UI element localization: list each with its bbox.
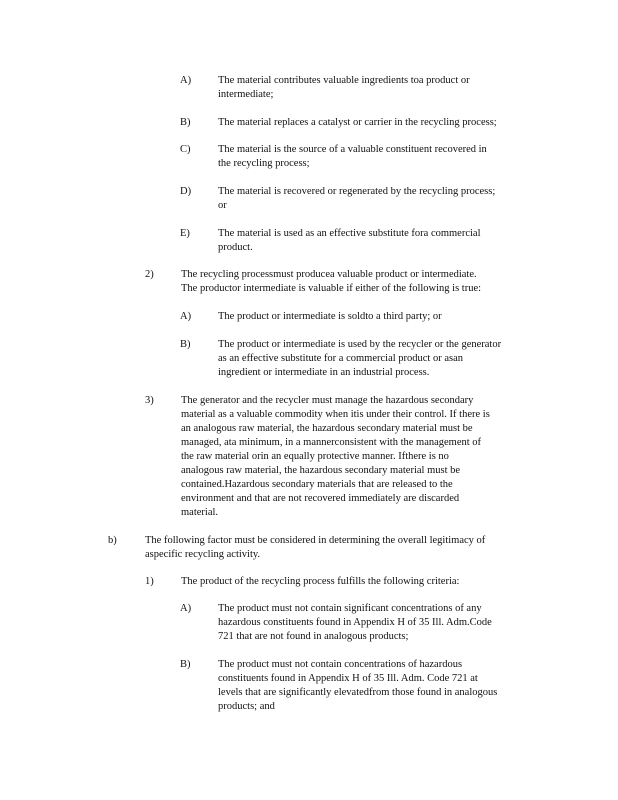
text-line: The material is the source of a valuable constituent recovered in <box>218 144 487 155</box>
text-line: The following factor must be considered in determining the overall legitimacy of <box>145 535 486 546</box>
list-marker: A) <box>180 75 192 86</box>
text-line: The product must not contain significant concentrations of any <box>218 603 482 614</box>
text-line: products; and <box>218 701 275 712</box>
text-line: environment and that are not recovered immediately are discarded <box>181 493 460 504</box>
list-text <box>145 534 537 562</box>
list-marker: b) <box>108 535 117 546</box>
list-marker: A) <box>180 603 192 614</box>
text-line: The recycling processmust producea valuable product or intermediate. <box>181 269 477 280</box>
text-line: 721 that are not found in analogous products; <box>218 631 409 642</box>
list-text <box>218 338 536 380</box>
list-text <box>218 310 478 324</box>
list-text <box>218 74 508 102</box>
text-line: managed, ata minimum, in a mannerconsistent with the management of <box>181 437 482 448</box>
list-text <box>218 658 533 714</box>
text-line: The productor intermediate is valuable if either of the following is true: <box>181 283 482 294</box>
text-line: The material replaces a catalyst or carrier in the recycling process; <box>218 117 497 128</box>
text-line: contained.Hazardous secondary materials that are released to the <box>181 479 453 490</box>
text-line: intermediate; <box>218 89 274 100</box>
text-line: The material is used as an effective substitute fora commercial <box>218 228 481 239</box>
list-text <box>181 394 544 520</box>
text-line: aspecific recycling activity. <box>145 549 261 560</box>
text-line: The product of the recycling process fulfills the following criteria: <box>181 576 460 587</box>
list-marker: E) <box>180 228 190 239</box>
text-line: as an effective substitute for a commercial product or asan <box>218 353 464 364</box>
text-line: ingredient or intermediate in an industrial process. <box>218 367 430 378</box>
text-line: The generator and the recycler must manage the hazardous secondary <box>181 395 474 406</box>
list-text <box>181 575 501 589</box>
text-line: the raw material orin an equally protective manner. Ifthere is no <box>181 451 449 462</box>
text-line: The product or intermediate is soldto a third party; or <box>218 311 442 322</box>
list-text <box>218 602 520 644</box>
text-line: levels that are significantly elevatedfrom those found in analogous <box>218 687 498 698</box>
text-line: or <box>218 200 227 211</box>
list-marker: A) <box>180 311 192 322</box>
list-marker: 2) <box>145 269 154 280</box>
list-text <box>218 116 531 130</box>
text-line: an analogous raw material, the hazardous secondary material must be <box>181 423 473 434</box>
text-line: hazardous constituents found in Appendix H of 35 Ill. Adm.Code <box>218 617 492 628</box>
list-marker: C) <box>180 144 191 155</box>
text-line: constituents found in Appendix H of 35 Ill. Adm. Code 721 at <box>218 673 478 684</box>
text-line: The product or intermediate is used by the recycler or the generator <box>218 339 502 350</box>
text-line: the recycling process; <box>218 158 310 169</box>
text-line: The product must not contain concentrations of hazardous <box>218 659 463 670</box>
list-marker: 3) <box>145 395 154 406</box>
text-line: material. <box>181 507 219 518</box>
list-text <box>218 227 508 255</box>
list-text <box>218 143 528 171</box>
list-text <box>181 268 526 296</box>
list-marker: 1) <box>145 576 154 587</box>
text-line: analogous raw material, the hazardous secondary material must be <box>181 465 461 476</box>
list-text <box>218 185 530 213</box>
text-line: The material contributes valuable ingredients toa product or <box>218 75 470 86</box>
list-marker: B) <box>180 339 191 350</box>
text-line: The material is recovered or regenerated by the recycling process; <box>218 186 496 197</box>
list-marker: D) <box>180 186 192 197</box>
list-marker: B) <box>180 117 191 128</box>
text-line: material as a valuable commodity when itis under their control. If there is <box>181 409 490 420</box>
text-line: product. <box>218 242 253 253</box>
list-marker: B) <box>180 659 191 670</box>
